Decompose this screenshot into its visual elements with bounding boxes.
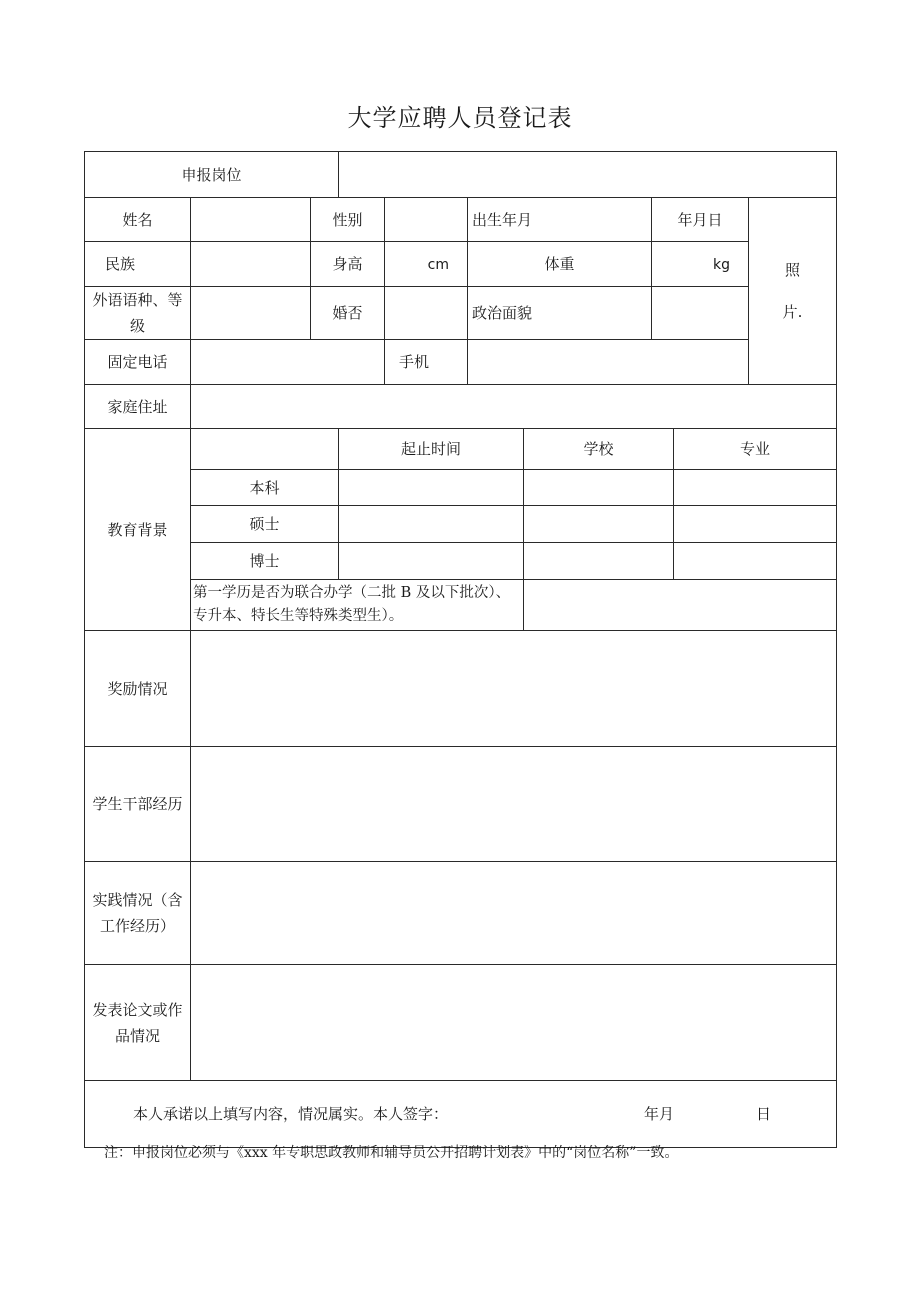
gender-field[interactable]: [385, 198, 468, 242]
political-label: [468, 287, 652, 340]
pledge-day: 日: [756, 1105, 772, 1123]
education-label: 教育背景: [85, 429, 191, 631]
doctor-school-field[interactable]: [524, 543, 674, 580]
papers-field[interactable]: [191, 965, 837, 1081]
practice-field[interactable]: [191, 862, 837, 965]
awards-field[interactable]: [191, 631, 837, 747]
birth-field[interactable]: 年月日: [652, 198, 749, 242]
doctor-period-field[interactable]: [339, 543, 524, 580]
row-edu-header: [85, 429, 837, 470]
height-field[interactable]: [385, 242, 468, 287]
row-edu-doctor: [85, 543, 837, 580]
photo-cell[interactable]: [749, 198, 837, 385]
marital-field[interactable]: [385, 287, 468, 340]
bachelor-school-field[interactable]: [524, 470, 674, 506]
mobile-field[interactable]: [468, 340, 749, 385]
form-title: 大学应聘人员登记表: [347, 104, 573, 132]
address-field[interactable]: [191, 385, 837, 429]
awards-label: 奖励情况: [85, 631, 191, 747]
footnote: 注：申报岗位必须与《xxx 年专职思政教师和辅导员公开招聘计划表》中的“岗位名称”一致。: [104, 1145, 679, 1161]
edu-bachelor-label: 本科: [191, 470, 339, 506]
doctor-major-field[interactable]: [674, 543, 837, 580]
political-field[interactable]: [652, 287, 749, 340]
weight-field[interactable]: [652, 242, 749, 287]
bachelor-period-field[interactable]: [339, 470, 524, 506]
pledge-text: 本人承诺以上填写内容，情况属实。本人签字：: [133, 1105, 449, 1123]
row-name: [85, 198, 837, 242]
position-field[interactable]: [339, 152, 837, 198]
photo-label-2: 片.: [782, 303, 803, 321]
row-language: [85, 287, 837, 340]
cadre-field[interactable]: [191, 747, 837, 862]
row-papers: [85, 965, 837, 1081]
row-edu-bachelor: [85, 470, 837, 506]
height-label: 身高: [311, 242, 385, 287]
master-major-field[interactable]: [674, 506, 837, 543]
address-label: 家庭住址: [85, 385, 191, 429]
pledge-cell: [85, 1081, 837, 1148]
row-pledge: [85, 1081, 837, 1148]
bachelor-major-field[interactable]: [674, 470, 837, 506]
row-awards: [85, 631, 837, 747]
birth-label-text: 出生年月: [472, 210, 533, 229]
row-ethnicity: [85, 242, 837, 287]
mobile-label: 手机: [385, 340, 468, 385]
birth-label: [468, 198, 652, 242]
weight-label: 体重: [468, 242, 652, 287]
gender-label: 性别: [311, 198, 385, 242]
height-unit: cm: [427, 256, 450, 273]
row-phone: [85, 340, 837, 385]
marital-label: 婚否: [311, 287, 385, 340]
landline-field[interactable]: [191, 340, 385, 385]
edu-note-label: 第一学历是否为联合办学（二批 B 及以下批次）、专升本、特长生等特殊类型生）。: [191, 580, 524, 631]
language-field[interactable]: [191, 287, 311, 340]
edu-major-header: 专业: [674, 429, 837, 470]
pledge-date: 年月: [644, 1105, 675, 1123]
name-label: 姓名: [85, 198, 191, 242]
ethnicity-label: 民族: [85, 242, 191, 287]
row-practice: [85, 862, 837, 965]
edu-school-header: 学校: [524, 429, 674, 470]
name-field[interactable]: [191, 198, 311, 242]
language-label: 外语语种、等级: [85, 287, 191, 340]
ethnicity-field[interactable]: [191, 242, 311, 287]
row-cadre: [85, 747, 837, 862]
weight-unit: kg: [713, 256, 731, 273]
position-label: 申报岗位: [85, 152, 339, 198]
registration-table: [84, 151, 837, 1148]
master-period-field[interactable]: [339, 506, 524, 543]
row-edu-note: [85, 580, 837, 631]
political-label-text: 政治面貌: [472, 304, 533, 322]
landline-label: 固定电话: [85, 340, 191, 385]
row-address: [85, 385, 837, 429]
edu-doctor-label: 博士: [191, 543, 339, 580]
edu-corner-cell: [191, 429, 339, 470]
cadre-label: 学生干部经历: [85, 747, 191, 862]
practice-label: 实践情况（含工作经历）: [85, 862, 191, 965]
row-position: [85, 152, 837, 198]
row-edu-master: [85, 506, 837, 543]
master-school-field[interactable]: [524, 506, 674, 543]
photo-label-1: 照: [785, 261, 801, 279]
edu-note-field[interactable]: [524, 580, 837, 631]
edu-period-header: 起止时间: [339, 429, 524, 470]
papers-label: 发表论文或作品情况: [85, 965, 191, 1081]
edu-master-label: 硕士: [191, 506, 339, 543]
